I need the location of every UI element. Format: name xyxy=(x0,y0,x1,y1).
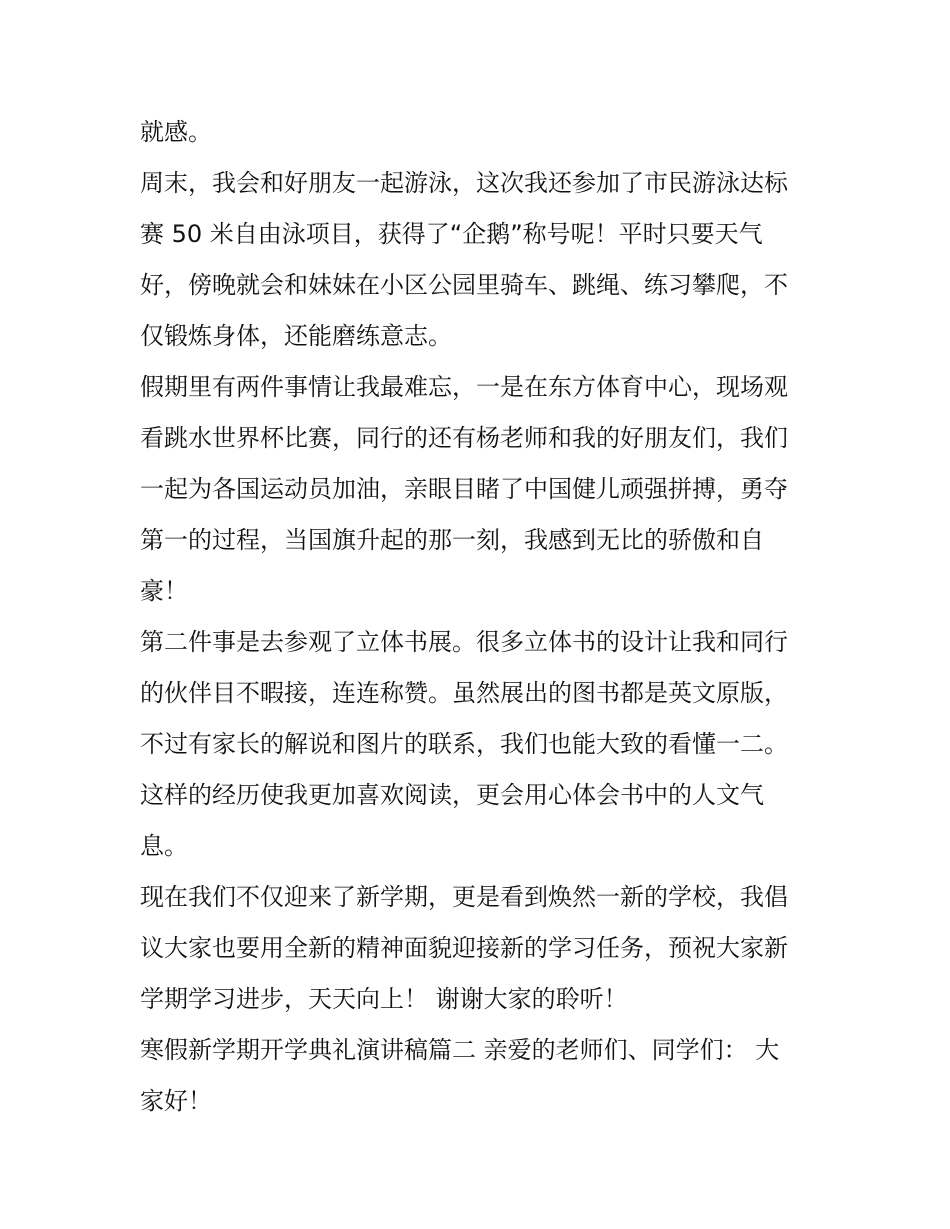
text-line: 赛 50 米自由泳项目，获得了“企鹅”称号呢！平时只要天气 xyxy=(140,220,763,248)
text-line: 的伙伴目不暇接，连连称赞。虽然展出的图书都是英文原版， xyxy=(140,679,788,707)
text-line: 好，傍晚就会和妹妹在小区公园里骑车、跳绳、练习攀爬，不 xyxy=(140,271,788,299)
text-line: 现在我们不仅迎来了新学期，更是看到焕然一新的学校，我倡 xyxy=(140,883,788,911)
text-line: 第二件事是去参观了立体书展。很多立体书的设计让我和同行 xyxy=(140,628,788,656)
document-body xyxy=(140,107,820,1127)
text-line: 家好！ xyxy=(140,1087,212,1115)
text-line: 仅锻炼身体，还能磨练意志。 xyxy=(140,322,452,350)
text-line: 议大家也要用全新的精神面貌迎接新的学习任务，预祝大家新 xyxy=(140,934,788,962)
text-line: 假期里有两件事情让我最难忘，一是在东方体育中心，现场观 xyxy=(140,373,788,401)
text-line: 第一的过程，当国旗升起的那一刻，我感到无比的骄傲和自 xyxy=(140,526,764,554)
text-line: 看跳水世界杯比赛，同行的还有杨老师和我的好朋友们，我们 xyxy=(140,424,788,452)
text-line: 不过有家长的解说和图片的联系，我们也能大致的看懂一二。 xyxy=(140,730,788,758)
text-line: 豪！ xyxy=(140,577,188,605)
text-line: 周末，我会和好朋友一起游泳，这次我还参加了市民游泳达标 xyxy=(140,169,788,197)
text-line: 息。 xyxy=(140,832,188,860)
text-line: 寒假新学期开学典礼演讲稿篇二 亲爱的老师们、同学们： 大 xyxy=(140,1036,780,1064)
text-line: 就感。 xyxy=(140,118,212,146)
text-line: 这样的经历使我更加喜欢阅读，更会用心体会书中的人文气 xyxy=(140,781,764,809)
text-line: 学期学习进步，天天向上！ 谢谢大家的聆听！ xyxy=(140,985,628,1013)
text-line: 一起为各国运动员加油，亲眼目睹了中国健儿顽强拼搏，勇夺 xyxy=(140,475,788,503)
